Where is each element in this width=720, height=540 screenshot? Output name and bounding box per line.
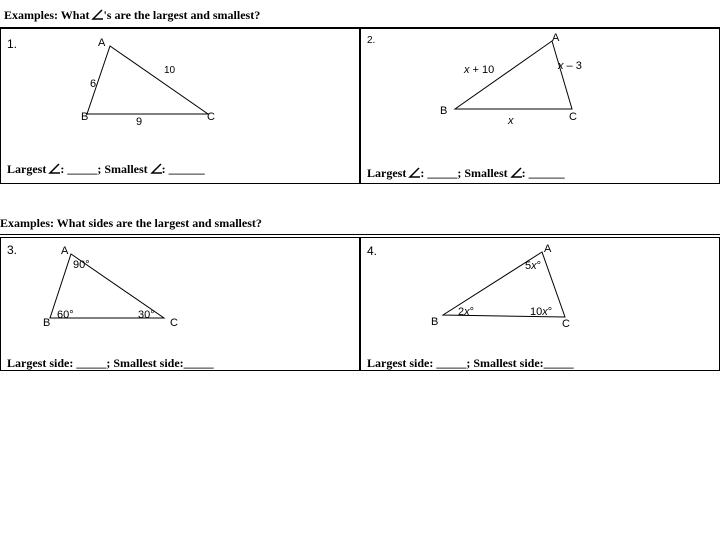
angle-symbol-icon [409,168,420,178]
problem-1-panel [0,28,360,184]
q-mid: : _____; Smallest [420,166,511,180]
problem-3-question: Largest side: _____; Smallest side:_____ [7,356,214,370]
triangle-2-figure [361,29,720,185]
side-bc-label: 9 [136,116,143,128]
vertex-c: C [170,317,178,329]
angle-b-label: 60° [57,309,74,321]
vertex-c: C [562,318,570,330]
problem-4-panel [360,237,720,371]
problem-1-question [7,162,205,177]
section1-heading [4,8,260,23]
angle-b-label: 2x° [458,306,475,318]
angle-a-label: 90° [73,259,90,271]
side-ac-label: 10 [164,65,176,76]
problem-number: 3. [7,243,18,257]
angle-c-label: 30° [138,309,155,321]
angle-a-label: 5x° [525,260,542,272]
triangle-1 [87,46,208,114]
vertex-a: A [98,37,106,49]
heading-underline [0,234,720,235]
vertex-c: C [207,111,215,123]
section2-heading: Examples: What sides are the largest and smallest? [0,216,262,230]
vertex-b: B [440,105,448,117]
vertex-c: C [569,111,577,123]
q-largest: Largest [367,166,410,180]
angle-c-label: 10x° [530,306,553,318]
angle-symbol-icon [49,164,60,174]
problem-3-panel [0,237,360,371]
problem-number: 2. [367,35,376,46]
vertex-a: A [61,245,69,257]
heading-prefix: Examples: What [4,8,93,22]
problem-number: 4. [367,244,378,258]
vertex-b: B [81,111,89,123]
q-end: : ______ [161,162,205,176]
problem-4-question: Largest side: _____; Smallest side:_____ [367,356,574,370]
side-ac-label: x – 3 [558,60,582,72]
angle-symbol-icon [92,10,103,20]
problem-2-question [367,166,565,181]
problem-number: 1. [7,37,18,51]
triangle-3-figure [1,238,361,372]
vertex-b: B [43,317,51,329]
vertex-a: A [544,243,552,255]
side-ab-label: x + 10 [464,64,495,76]
problem-2-panel [360,28,720,184]
side-bc-label: x [508,115,514,127]
angle-symbol-icon [511,168,522,178]
angle-symbol-icon [151,164,162,174]
vertex-a: A [552,32,560,44]
heading-suffix: 's are the largest and smallest? [103,8,261,22]
q-mid: : _____; Smallest [60,162,151,176]
q-end: : ______ [521,166,565,180]
q-largest: Largest [7,162,50,176]
triangle-4-figure [361,238,720,372]
side-ab-label: 6 [90,78,97,90]
vertex-b: B [431,316,439,328]
